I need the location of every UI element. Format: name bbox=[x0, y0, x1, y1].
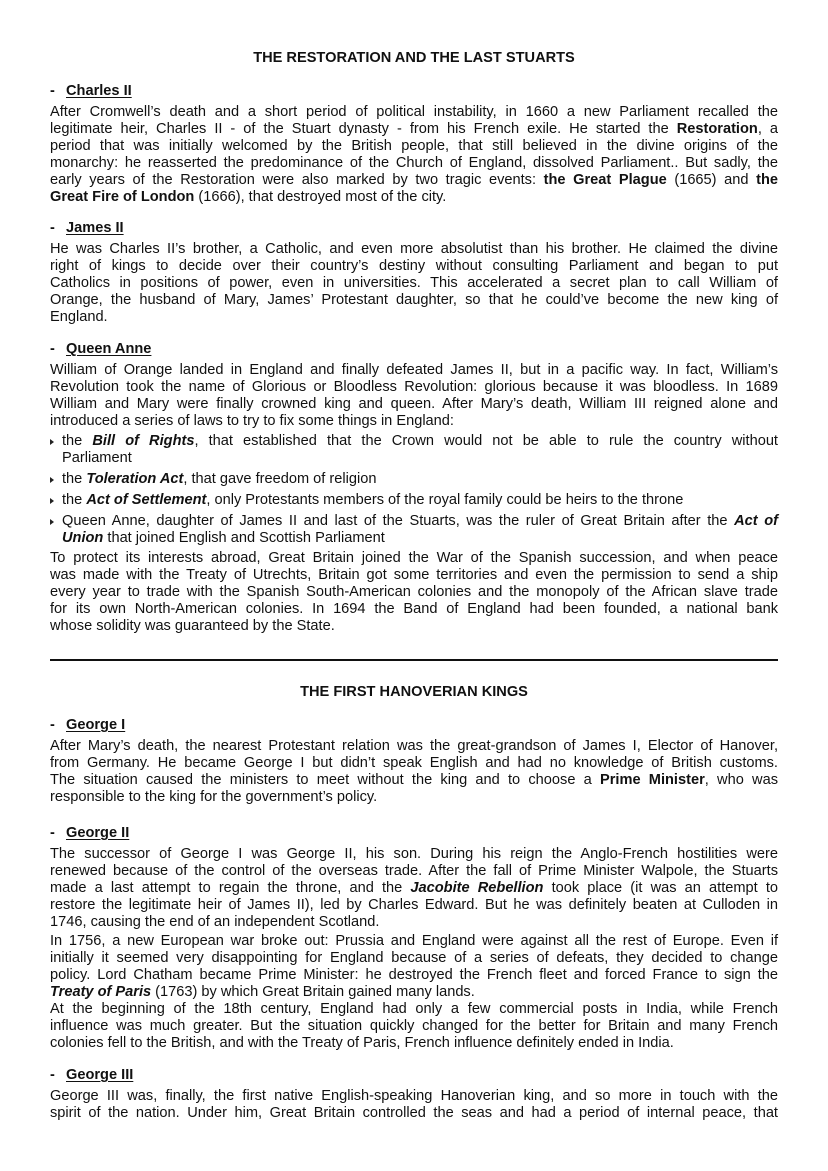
text-line: George III was, finally, the first native English-speaking Hanoverian king, and so more in touch with the bbox=[50, 1088, 778, 1104]
text-line: from Germany. He became George I but didn’t speak English and had no knowledge of British customs. bbox=[50, 755, 778, 771]
list-item-bill-of-rights: the Bill of Rights, that established that the Crown would not be able to rule the country without Parliament bbox=[50, 433, 778, 467]
text-line: He was Charles II’s brother, a Catholic, and even more absolutist than his brother. He claimed the divine bbox=[50, 241, 778, 257]
text-line: restore the legitimate heir of James II), led by Charles Edward. But he was definitely beaten at Culloden in bbox=[50, 897, 778, 913]
list-item-act-of-settlement: the Act of Settlement, only Protestants members of the royal family could be heirs to the throne bbox=[50, 492, 778, 509]
heading-text: George II bbox=[66, 825, 130, 841]
term-jacobite-rebellion: Jacobite Rebellion bbox=[410, 880, 544, 896]
dash-marker: - bbox=[50, 825, 55, 841]
text-line: colonies fell to the British, and with the Treaty of Paris, French influence definitely ended in India. bbox=[50, 1035, 674, 1051]
heading-text: George I bbox=[66, 717, 126, 733]
heading-george-iii bbox=[50, 1067, 133, 1084]
dash-marker: - bbox=[50, 220, 55, 236]
text-line: William of Orange landed in England and finally defeated James II, but in a pacific way. In fact, William’s bbox=[50, 362, 778, 378]
dash-marker: - bbox=[50, 83, 55, 99]
laws-bullet-list bbox=[50, 433, 778, 547]
text-line: Great Fire of London (1666), that destroyed most of the city. bbox=[50, 189, 447, 205]
triangle-bullet-icon bbox=[50, 439, 54, 445]
list-item-toleration-act: the Toleration Act, that gave freedom of religion bbox=[50, 471, 778, 488]
text-line: responsible to the king for the government’s policy. bbox=[50, 789, 378, 805]
section-title-hanoverian: THE FIRST HANOVERIAN KINGS bbox=[300, 684, 528, 700]
text-line: made a last attempt to regain the throne, and the Jacobite Rebellion took place (it was an attempt to bbox=[50, 880, 778, 896]
paragraph-george-ii-2 bbox=[50, 933, 778, 1052]
text-line: was made with the Treaty of Utrechts, Britain got some territories and even the permission to send a ship bbox=[50, 567, 778, 583]
triangle-bullet-icon bbox=[50, 519, 54, 525]
text-line: policy. Lord Chatham became Prime Minister: he destroyed the French fleet and forced France to sign the bbox=[50, 967, 778, 983]
heading-text: George III bbox=[66, 1067, 134, 1083]
dash-marker: - bbox=[50, 717, 55, 733]
paragraph-george-iii bbox=[50, 1088, 778, 1122]
text-line: Catholics in positions of power, even in universities. This accelerated a secret plan to call William of bbox=[50, 275, 778, 291]
term-restoration: Restoration bbox=[676, 121, 758, 137]
term-prime-minister: Prime Minister bbox=[600, 772, 705, 788]
text-line: The successor of George I was George II, his son. During his reign the Anglo-French hostilities were bbox=[50, 846, 778, 862]
paragraph-queen-anne-intro bbox=[50, 362, 778, 430]
paragraph-george-ii-1 bbox=[50, 846, 778, 931]
text-line: renewed because of the control of the overseas trade. After the fall of Prime Minister Walpole, the Stuarts bbox=[50, 863, 778, 879]
heading-charles-ii bbox=[50, 83, 132, 100]
term-treaty-of-paris: Treaty of Paris bbox=[50, 984, 152, 1000]
triangle-bullet-icon bbox=[50, 498, 54, 504]
text-line: legitimate heir, Charles II - of the Stuart dynasty - from his French exile. He started the Restoration, a bbox=[50, 121, 778, 137]
text-line: At the beginning of the 18th century, England had only a few commercial posts in India, while French bbox=[50, 1001, 778, 1017]
text-line: spirit of the nation. Under him, Great Britain controlled the seas and had a period of internal peace, that bbox=[50, 1105, 778, 1121]
text-line: Orange, the husband of Mary, James’ Protestant daughter, so that he could’ve become the new king of bbox=[50, 292, 778, 308]
text-line: early years of the Restoration were also marked by two tragic events: the Great Plague (1665) and the bbox=[50, 172, 778, 188]
term-great-plague: the Great Plague bbox=[543, 172, 667, 188]
paragraph-george-i bbox=[50, 738, 778, 806]
text-line: 1746, causing the end of an independent Scotland. bbox=[50, 914, 380, 930]
text-line: for its own North-American colonies. In 1694 the Band of England had been founded, a national bank bbox=[50, 601, 778, 617]
heading-queen-anne bbox=[50, 341, 151, 358]
text-line: To protect its interests abroad, Great Britain joined the War of the Spanish succession, and when peace bbox=[50, 550, 778, 566]
text-line: monarchy: he reasserted the predominance of the Church of England, dissolved Parliament.. But sadly, the bbox=[50, 155, 778, 171]
heading-george-ii bbox=[50, 825, 129, 842]
section-divider bbox=[50, 659, 778, 661]
text-line: After Cromwell’s death and a short period of political instability, in 1660 a new Parliament recalled the bbox=[50, 104, 778, 120]
list-item-act-of-union: Queen Anne, daughter of James II and last of the Stuarts, was the ruler of Great Britain after the Act of Union that joined English and Scottish Parliament bbox=[50, 513, 778, 547]
paragraph-charles-ii bbox=[50, 104, 778, 206]
text-line: whose solidity was guaranteed by the State. bbox=[50, 618, 335, 634]
text-line: period that was initially welcomed by the British people, that still believed in the divine origins of the bbox=[50, 138, 778, 154]
text-line: The situation caused the ministers to meet without the king and to choose a Prime Minister, who was bbox=[50, 772, 778, 788]
text-line: right of kings to decide over their country’s destiny without consulting Parliament and began to put bbox=[50, 258, 778, 274]
text-line: After Mary’s death, the nearest Protestant relation was the great-grandson of James I, Elector of Hanover, bbox=[50, 738, 778, 754]
text-line: In 1756, a new European war broke out: Prussia and England were against all the rest of Europe. Even if bbox=[50, 933, 778, 949]
heading-james-ii bbox=[50, 220, 124, 237]
term-great-fire: Great Fire of London bbox=[50, 189, 195, 205]
heading-george-i bbox=[50, 717, 125, 734]
text-line: Treaty of Paris (1763) by which Great Britain gained many lands. bbox=[50, 984, 475, 1000]
triangle-bullet-icon bbox=[50, 477, 54, 483]
text-line: initially it seemed very disappointing for England because of a series of defeats, they decided to change bbox=[50, 950, 778, 966]
text-line: Revolution took the name of Glorious or Bloodless Revolution: glorious because it was bloodless. In 1689 bbox=[50, 379, 778, 395]
text-line: introduced a series of laws to try to fix some things in England: bbox=[50, 413, 454, 429]
section-title-restoration: THE RESTORATION AND THE LAST STUARTS bbox=[253, 50, 575, 66]
heading-text: James II bbox=[66, 220, 124, 236]
text-line: William and Mary were finally crowned king and queen. After Mary’s death, William III reigned alone and bbox=[50, 396, 778, 412]
heading-text: Charles II bbox=[66, 83, 132, 99]
text-line: every year to trade with the Spanish South-American colonies and the monopoly of the African slave trade bbox=[50, 584, 778, 600]
dash-marker: - bbox=[50, 1067, 55, 1083]
paragraph-james-ii bbox=[50, 241, 778, 326]
dash-marker: - bbox=[50, 341, 55, 357]
text-line: influence was much greater. But the situation quickly changed for the better for Britain and many French bbox=[50, 1018, 778, 1034]
heading-text: Queen Anne bbox=[66, 341, 152, 357]
text-line: England. bbox=[50, 309, 108, 325]
paragraph-queen-anne-outro bbox=[50, 550, 778, 635]
